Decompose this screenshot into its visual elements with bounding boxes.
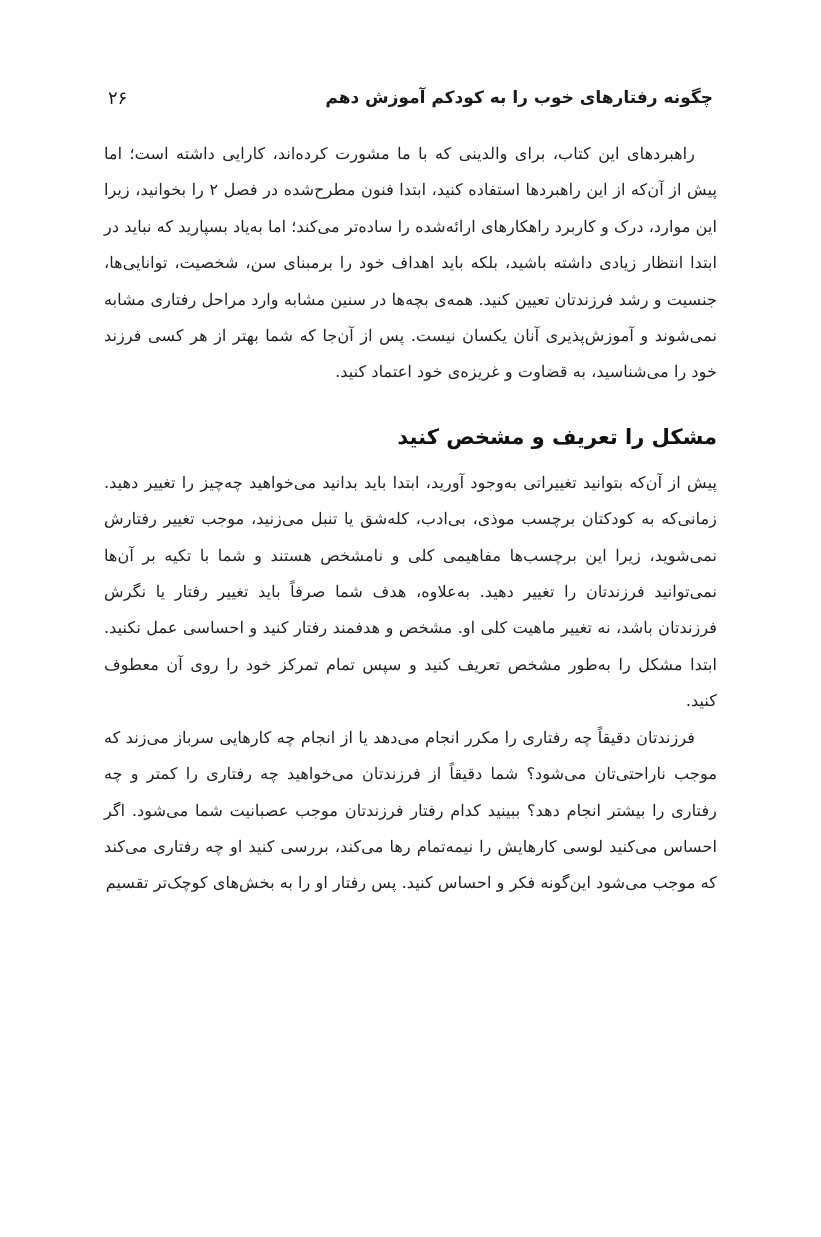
paragraph-define-problem: پیش از آن‌که بتوانید تغییراتی به‌وجود آورید، ابتدا باید بدانید می‌خواهید چه‌چیز را تغییر دهید. زمانی‌که به کودکتان برچسب موذی، بی‌ادب، کله‌شق یا تنبل می‌زنید، موجب تغییر رفتارش نمی‌شوید، زیرا این برچسب‌ها مفاهیمی کلی و نامشخص هستند و شما با تکیه بر آن‌ها نمی‌توانید فرزندتان را تغییر دهید. به‌علاوه، هدف شما صرفاً باید تغییر رفتار یا نگرش فرزندتان باشد، نه تغییر ماهیت کلی او. مشخص و هدفمند رفتار کنید و احساسی عمل نکنید. ابتدا مشکل را به‌طور مشخص تعریف کنید و سپس تمام تمرکز خود را روی آن معطوف کنید. (104, 472, 717, 711)
running-header (108, 80, 713, 116)
body-text (104, 136, 717, 902)
running-title: چگونه رفتارهای خوب را به کودکم آموزش دهم (325, 88, 713, 108)
page-number: ۲۶ (108, 87, 128, 109)
intro-paragraph: راهبردهای این کتاب، برای والدینی که با ما مشورت کرده‌اند، کارایی داشته است؛ اما پیش از آن‌که از این راهبردها استفاده کنید، ابتدا فنون مطرح‌شده در فصل ۲ را بخوانید، زیرا این موارد، درک و کاربرد راهکارهای ارائه‌شده را ساده‌تر می‌کند؛ اما به‌یاد بسپارید که نباید در ابتدا انتظار زیادی داشته باشید، بلکه باید اهداف خود را برمبنای سن، شخصیت، توانایی‌ها، جنسیت و رشد فرزندتان تعیین کنید. همه‌ی بچه‌ها در سنین مشابه وارد مراحل رفتاری مشابه نمی‌شوند و آموزش‌پذیری آنان یکسان نیست. پس از آن‌جا که شما بهتر از هر کسی فرزند خود را می‌شناسید، به قضاوت و غریزه‌ی خود اعتماد کنید. (104, 144, 717, 382)
paragraph-specific-behavior: فرزندتان دقیقاً چه رفتاری را مکرر انجام می‌دهد یا از انجام چه کارهایی سرباز می‌زند که موجب ناراحتی‌تان می‌شود؟ شما دقیقاً از فرزندتان می‌خواهید چه رفتاری را کمتر و چه رفتاری را بیشتر انجام دهد؟ ببینید کدام رفتار فرزندتان موجب عصبانیت شما می‌شود. اگر احساس می‌کنید لوسی کارهایش را نیمه‌تمام رها می‌کند، بررسی کنید او چه رفتاری می‌کند که موجب می‌شود این‌گونه فکر و احساس کنید. پس رفتار او را به بخش‌های کوچک‌تر تقسیم (104, 727, 717, 893)
section-heading: مشکل را تعریف و مشخص کنید (397, 424, 717, 449)
